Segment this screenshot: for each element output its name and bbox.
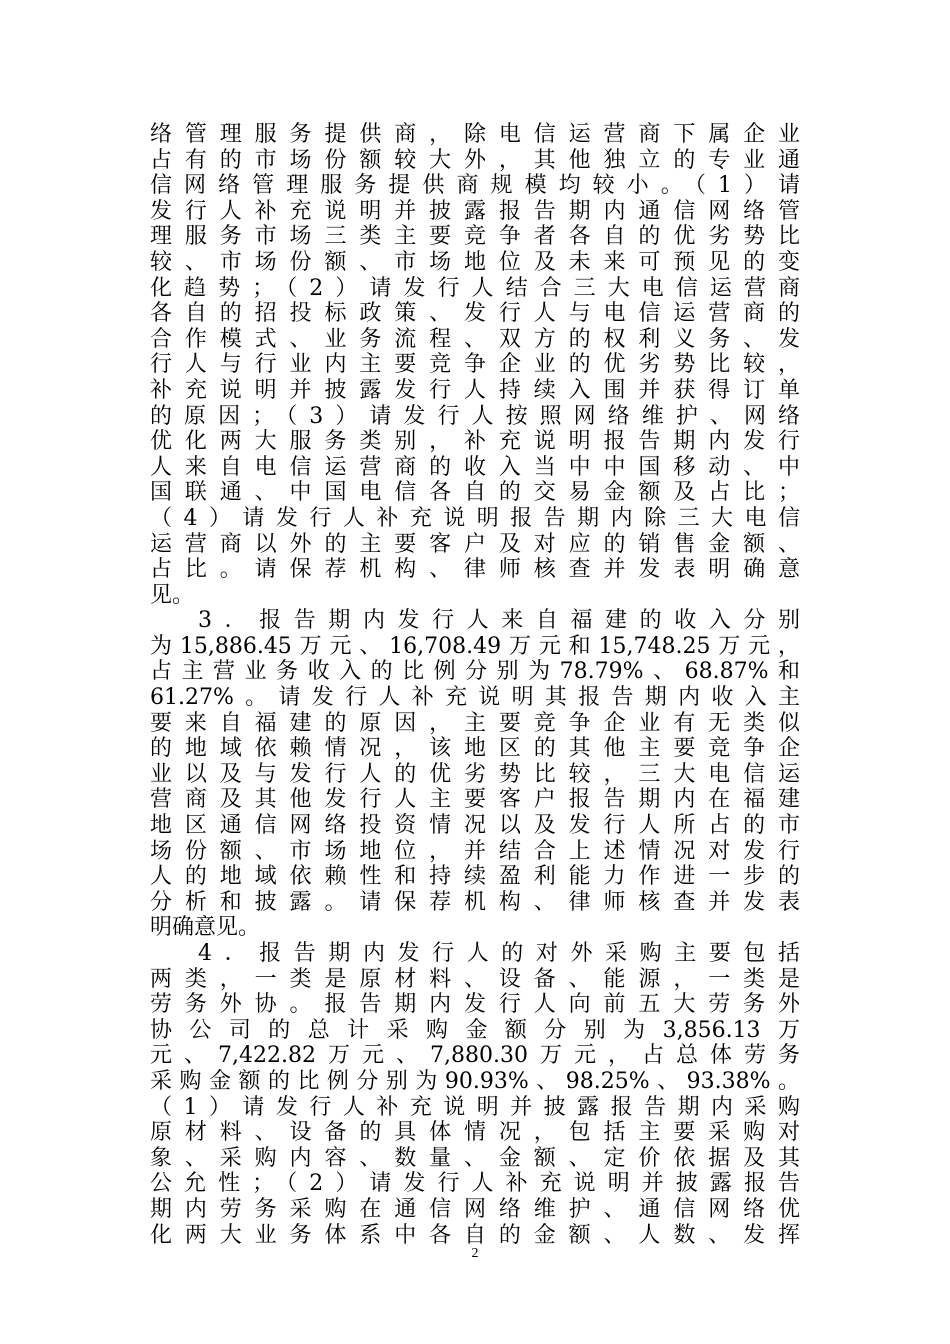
text-line: 国联通、中国电信各自的交易金额及占比；: [150, 480, 800, 506]
text-line: 络管理服务提供商，除电信运营商下属企业: [150, 122, 800, 147]
text-line: 采购金额的比例分别为90.93%、98.25%、93.38%。: [150, 1068, 800, 1094]
text-line: 人的地域依赖性和持续盈利能力作进一步的: [150, 864, 800, 890]
text-line: 运营商以外的主要客户及对应的销售金额、: [150, 531, 800, 557]
text-line: 3．报告期内发行人来自福建的收入分别: [198, 608, 800, 634]
text-line: 见。: [150, 582, 195, 608]
text-line: 协公司的总计采购金额分别为3,856.13万: [150, 1017, 800, 1043]
text-line: 分析和披露。请保荐机构、律师核查并发表: [150, 889, 800, 915]
text-line: 的原因；（3）请发行人按照网络维护、网络: [150, 403, 800, 429]
text-line: 较、市场份额、市场地位及未来可预见的变: [150, 249, 800, 275]
text-line: 优化两大服务类别，补充说明报告期内发行: [150, 429, 800, 455]
text-line: 人来自电信运营商的收入当中中国移动、中: [150, 454, 800, 480]
text-line: 为15,886.45万元、16,708.49万元和15,748.25万元，: [150, 633, 800, 659]
text-line: 发行人补充说明并披露报告期内通信网络管: [150, 198, 800, 224]
body-text: [150, 122, 800, 1248]
text-line: 两类，一类是原材料、设备、能源，一类是: [150, 966, 800, 992]
text-line: 行人与行业内主要竞争企业的优劣势比较，: [150, 352, 800, 378]
page-number: 2: [471, 1246, 479, 1261]
text-line: 的地域依赖情况，该地区的其他主要竞争企: [150, 736, 800, 762]
text-line: 元、7,422.82万元、7,880.30万元，占总体劳务: [150, 1043, 800, 1069]
text-line: 象、采购内容、数量、金额、定价依据及其: [150, 1145, 800, 1171]
text-line: 占有的市场份额较大外，其他独立的专业通: [150, 147, 800, 173]
text-line: 明确意见。: [150, 915, 261, 941]
text-line: 各自的招投标政策、发行人与电信运营商的: [150, 301, 800, 327]
text-line: 合作模式、业务流程、双方的权利义务、发: [150, 326, 800, 352]
text-line: 信网络管理服务提供商规模均较小。（1）请: [150, 173, 800, 199]
text-line: 地区通信网络投资情况以及发行人所占的市: [150, 813, 800, 839]
text-line: 要来自福建的原因，主要竞争企业有无类似: [150, 710, 800, 736]
text-line: 营商及其他发行人主要客户报告期内在福建: [150, 787, 800, 813]
text-line: 理服务市场三类主要竞争者各自的优劣势比: [150, 224, 800, 250]
text-line: 原材料、设备的具体情况，包括主要采购对: [150, 1120, 800, 1146]
text-line: （1）请发行人补充说明并披露报告期内采购: [150, 1094, 800, 1120]
text-line: 补充说明并披露发行人持续入围并获得订单: [150, 377, 800, 403]
text-line: 劳务外协。报告期内发行人向前五大劳务外: [150, 992, 800, 1018]
text-line: 4．报告期内发行人的对外采购主要包括: [198, 941, 800, 966]
text-line: 化两大业务体系中各自的金额、人数、发挥: [150, 1222, 800, 1248]
text-line: 业以及与发行人的优劣势比较，三大电信运: [150, 761, 800, 787]
text-line: 占比。请保荐机构、律师核查并发表明确意: [150, 557, 800, 583]
text-line: 61.27%。请发行人补充说明其报告期内收入主: [150, 685, 800, 711]
text-line: 期内劳务采购在通信网络维护、通信网络优: [150, 1196, 800, 1222]
text-line: 公允性；（2）请发行人补充说明并披露报告: [150, 1171, 800, 1197]
text-line: 占主营业务收入的比例分别为78.79%、68.87%和: [150, 659, 800, 685]
text-line: （4）请发行人补充说明报告期内除三大电信: [150, 505, 800, 531]
text-line: 化趋势；（2）请发行人结合三大电信运营商: [150, 275, 800, 301]
text-line: 场份额、市场地位，并结合上述情况对发行: [150, 838, 800, 864]
